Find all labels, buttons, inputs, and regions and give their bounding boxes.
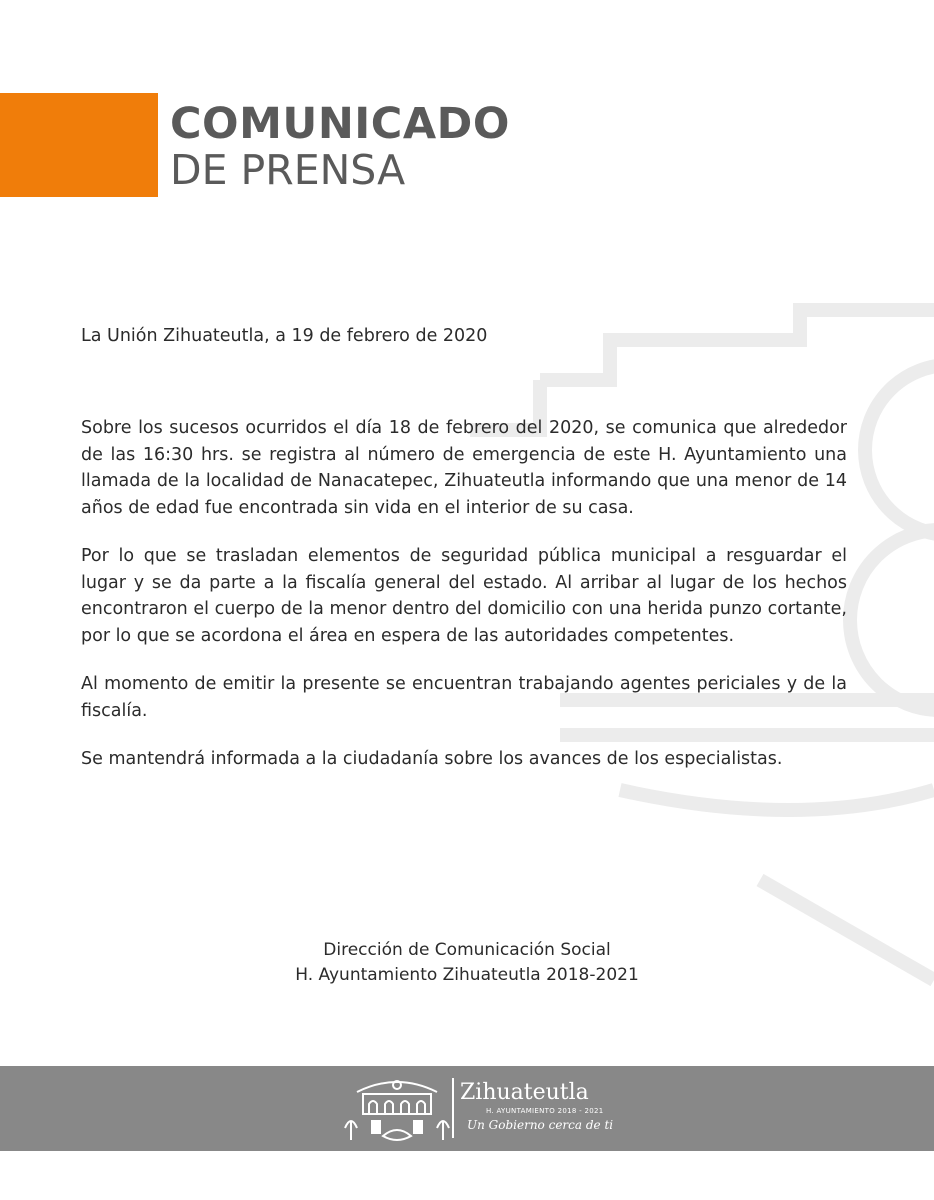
logo-wordmark: Zihuateutla — [460, 1080, 589, 1105]
footer-bar — [0, 1066, 934, 1151]
logo-slogan: Un Gobierno cerca de ti — [467, 1118, 614, 1132]
signature-department: Dirección de Comunicación Social — [323, 940, 611, 960]
logo-administration: H. AYUNTAMIENTO 2018 - 2021 — [486, 1107, 604, 1115]
date-line: La Unión Zihuateutla, a 19 de febrero de 2020 — [81, 326, 488, 346]
title-line-2: DE PRENSA — [170, 146, 406, 194]
paragraph-4: Se mantendrá informada a la ciudadanía sobre los avances de los especialistas. — [81, 749, 783, 769]
logo-divider — [452, 1078, 454, 1138]
municipal-palace-emblem-icon — [343, 1070, 451, 1148]
title-line-1: COMUNICADO — [170, 99, 510, 149]
paragraph-1: Sobre los sucesos ocurridos el día 18 de febrero del 2020, se comunica que alrededor de las 16:30 hrs. se registra al número de emergencia de este H. Ayuntamiento una llamada de la localidad de Nanacatepec, Zihuateutla informando que una menor de 14 años de edad fue encontrada sin vida en el interior de su casa. — [81, 418, 847, 518]
press-release-body — [81, 415, 847, 795]
signature-institution: H. Ayuntamiento Zihuateutla 2018-2021 — [295, 965, 639, 985]
paragraph-3: Al momento de emitir la presente se encuentran trabajando agentes periciales y de la fiscalía. — [81, 674, 847, 721]
paragraph-2: Por lo que se trasladan elementos de seguridad pública municipal a resguardar el lugar y se da parte a la fiscalía general del estado. Al arribar al lugar de los hechos encontraron el cuerpo de la menor dentro del domicilio con una herida punzo cortante, por lo que se acordona el área en espera de las autoridades competentes. — [81, 546, 847, 646]
header-accent-block — [0, 93, 158, 197]
signature-block — [0, 938, 934, 988]
page-title — [170, 99, 510, 194]
